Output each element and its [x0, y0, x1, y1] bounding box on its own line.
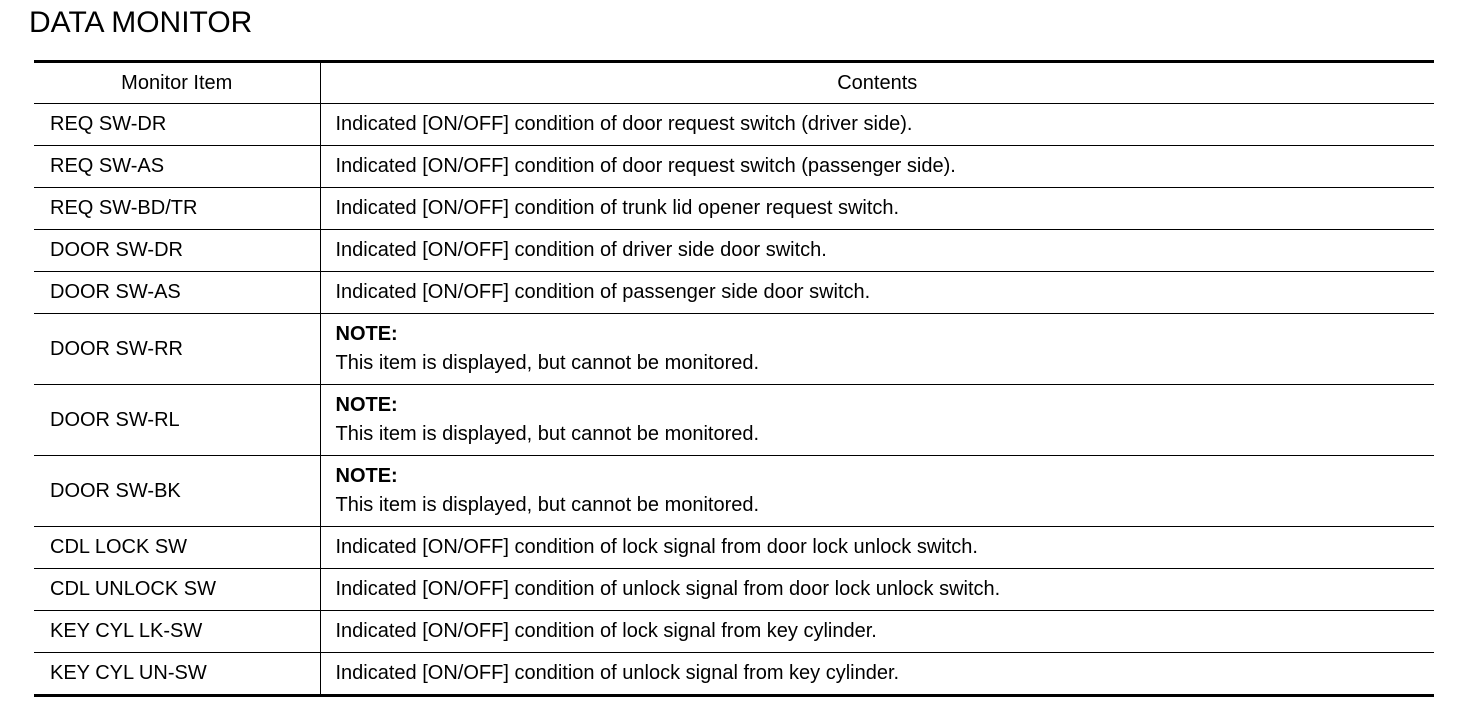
- monitor-item-cell: DOOR SW-RL: [34, 385, 320, 456]
- column-header-monitor-item: Monitor Item: [34, 62, 320, 104]
- contents-cell: Indicated [ON/OFF] condition of door request switch (driver side).: [320, 104, 1434, 146]
- contents-cell: Indicated [ON/OFF] condition of passenger side door switch.: [320, 272, 1434, 314]
- table-row: [34, 385, 1434, 456]
- table-row: [34, 272, 1434, 314]
- monitor-item-cell: DOOR SW-AS: [34, 272, 320, 314]
- monitor-item-cell: DOOR SW-RR: [34, 314, 320, 385]
- column-header-contents: Contents: [320, 62, 1434, 104]
- note-label: NOTE:: [335, 394, 398, 416]
- data-monitor-table: [34, 60, 1434, 697]
- table-row: [34, 569, 1434, 611]
- contents-cell: Indicated [ON/OFF] condition of trunk lid opener request switch.: [320, 188, 1434, 230]
- table-row: [34, 104, 1434, 146]
- note-text: This item is displayed, but cannot be monitored.: [335, 423, 760, 445]
- table-header-row: [34, 62, 1434, 104]
- contents-cell: [320, 385, 1434, 456]
- monitor-item-cell: DOOR SW-DR: [34, 230, 320, 272]
- table-row: [34, 314, 1434, 385]
- table-row: [34, 230, 1434, 272]
- contents-cell: [320, 314, 1434, 385]
- note-label: NOTE:: [335, 465, 398, 487]
- note-text: This item is displayed, but cannot be monitored.: [335, 352, 760, 374]
- monitor-item-cell: DOOR SW-BK: [34, 456, 320, 527]
- monitor-item-cell: CDL LOCK SW: [34, 527, 320, 569]
- note-text: This item is displayed, but cannot be monitored.: [335, 494, 760, 516]
- monitor-item-cell: REQ SW-BD/TR: [34, 188, 320, 230]
- note-label: NOTE:: [335, 323, 398, 345]
- table-row: [34, 456, 1434, 527]
- monitor-item-cell: CDL UNLOCK SW: [34, 569, 320, 611]
- contents-cell: Indicated [ON/OFF] condition of driver side door switch.: [320, 230, 1434, 272]
- monitor-item-cell: REQ SW-DR: [34, 104, 320, 146]
- contents-cell: Indicated [ON/OFF] condition of lock signal from door lock unlock switch.: [320, 527, 1434, 569]
- page-title: DATA MONITOR: [29, 6, 253, 39]
- table-row: [34, 188, 1434, 230]
- contents-cell: [320, 456, 1434, 527]
- monitor-item-cell: KEY CYL LK-SW: [34, 611, 320, 653]
- contents-cell: Indicated [ON/OFF] condition of lock signal from key cylinder.: [320, 611, 1434, 653]
- table-row: [34, 146, 1434, 188]
- contents-cell: Indicated [ON/OFF] condition of unlock signal from door lock unlock switch.: [320, 569, 1434, 611]
- table-row: [34, 527, 1434, 569]
- contents-cell: Indicated [ON/OFF] condition of unlock signal from key cylinder.: [320, 653, 1434, 696]
- table-row: [34, 653, 1434, 696]
- table-row: [34, 611, 1434, 653]
- monitor-item-cell: REQ SW-AS: [34, 146, 320, 188]
- monitor-item-cell: KEY CYL UN-SW: [34, 653, 320, 696]
- contents-cell: Indicated [ON/OFF] condition of door request switch (passenger side).: [320, 146, 1434, 188]
